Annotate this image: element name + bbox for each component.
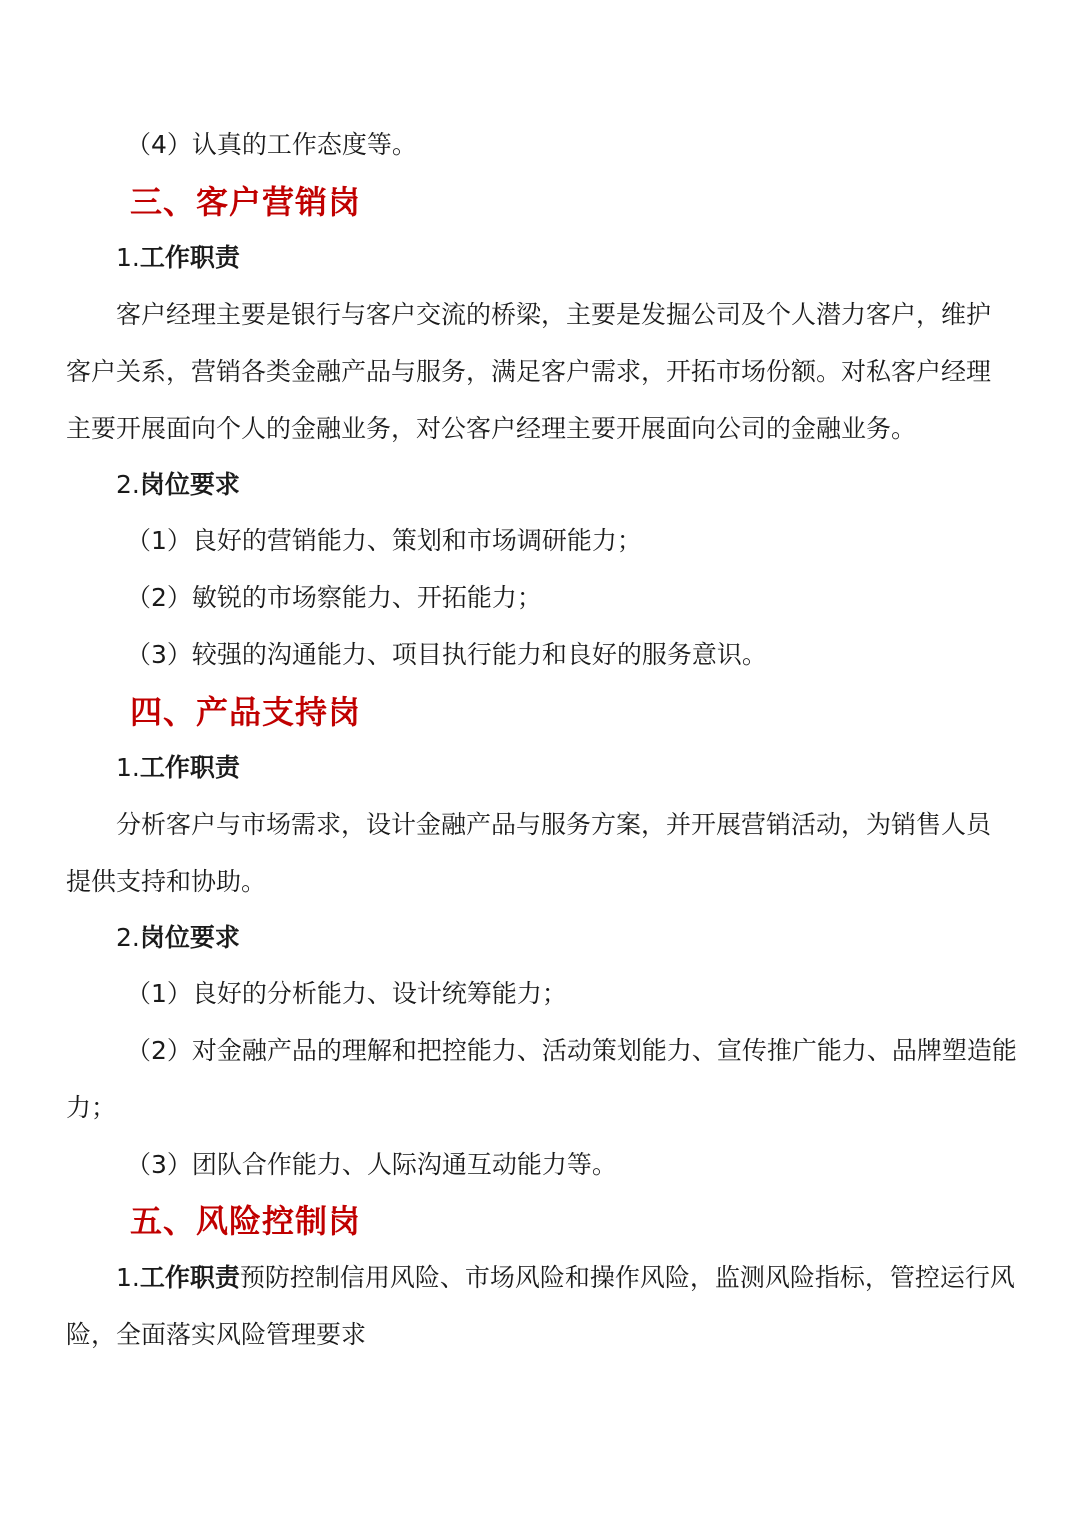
subheading-title: 工作职责	[139, 243, 240, 272]
subheading-number: 2.	[116, 470, 140, 499]
paragraph-line: 提供支持和协助。	[66, 867, 267, 896]
subheading-requirements	[116, 909, 1066, 966]
subheading-title: 岗位要求	[139, 923, 240, 952]
subheading-title: 岗位要求	[139, 470, 240, 499]
subheading-requirements	[116, 456, 1066, 513]
paragraph-line: 客户经理主要是银行与客户交流的桥梁，主要是发掘公司及个人潜力客户，维护	[116, 300, 992, 329]
section-heading-customer-marketing: 三、客户营销岗	[130, 183, 362, 221]
requirement-item: （2）敏锐的市场察能力、开拓能力；	[126, 583, 542, 612]
subheading-number: 1.	[116, 243, 140, 272]
section-heading-product-support: 四、产品支持岗	[130, 693, 362, 731]
requirement-item: （1）良好的分析能力、设计统筹能力；	[126, 979, 567, 1008]
subheading-number: 2.	[116, 923, 140, 952]
subheading-duties	[116, 739, 1066, 796]
requirement-item-continued: 力；	[66, 1093, 117, 1122]
subheading-title: 工作职责	[139, 1263, 240, 1292]
paragraph-line: 客户关系，营销各类金融产品与服务，满足客户需求，开拓市场份额。对私客户经理	[66, 357, 992, 386]
paragraph-line: 主要开展面向个人的金融业务，对公客户经理主要开展面向公司的金融业务。	[66, 414, 917, 443]
subheading-duties	[116, 229, 1066, 286]
requirement-item: （2）对金融产品的理解和把控能力、活动策划能力、宣传推广能力、品牌塑造能	[126, 1036, 1017, 1065]
requirement-item: （1）良好的营销能力、策划和市场调研能力；	[126, 526, 642, 555]
subheading-title: 工作职责	[139, 753, 240, 782]
requirement-item: （3）较强的沟通能力、项目执行能力和良好的服务意识。	[126, 640, 767, 669]
section-heading-risk-control: 五、风险控制岗	[130, 1202, 362, 1240]
requirement-item: （4）认真的工作态度等。	[126, 130, 417, 159]
subheading-number: 1.	[116, 753, 140, 782]
paragraph-text: 预防控制信用风险、市场风险和操作风险，监测风险指标，管控运行风	[239, 1263, 1015, 1292]
paragraph-line: 分析客户与市场需求，设计金融产品与服务方案，并开展营销活动，为销售人员	[116, 810, 992, 839]
subheading-number: 1.	[116, 1263, 140, 1292]
paragraph-line: 险，全面落实风险管理要求	[66, 1320, 367, 1349]
paragraph-duties	[116, 1249, 1066, 1306]
requirement-item: （3）团队合作能力、人际沟通互动能力等。	[126, 1150, 617, 1179]
